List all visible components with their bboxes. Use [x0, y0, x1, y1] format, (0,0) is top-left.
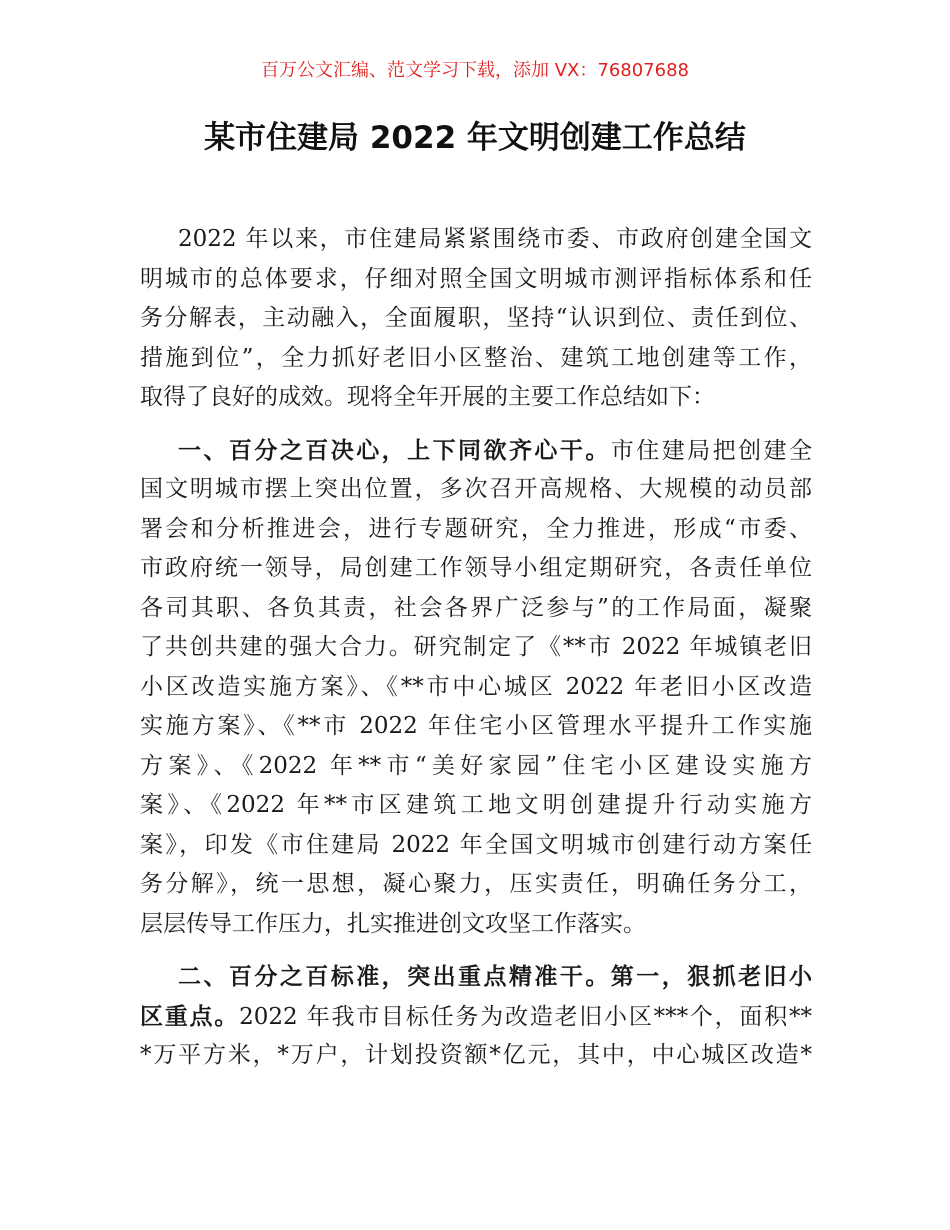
bold-heading-text: 区重点。: [140, 1002, 240, 1030]
text-line: [140, 431, 812, 471]
body-text: 署会和分析推进会，进行专题研究，全力推进，形成“市委、: [140, 515, 812, 542]
body-text: 2022 年以来，市住建局紧紧围绕市委、市政府创建全国文: [178, 226, 812, 252]
text-line: [140, 378, 812, 418]
bold-heading-text: 一、百分之百决心，上下同欲齐心干。: [178, 436, 611, 464]
body-text: 了共创共建的强大合力。研究制定了《**市 2022 年城镇老旧: [140, 634, 812, 660]
paragraph: [140, 957, 812, 1076]
text-line: [140, 510, 812, 550]
text-line: [140, 220, 812, 260]
text-line: [140, 299, 812, 339]
paragraph: [140, 220, 812, 418]
body-text: 实施方案》、《**市 2022 年住宅小区管理水平提升工作实施: [140, 713, 812, 739]
body-text: 取得了良好的成效。现将全年开展的主要工作总结如下：: [140, 384, 715, 410]
body-text: 各司其职、各负其责，社会各界广泛参与”的工作局面，凝聚: [140, 594, 812, 621]
body-text: 市政府统一领导，局创建工作领导小组定期研究，各责任单位: [140, 555, 812, 581]
text-line: [140, 549, 812, 589]
document-title: 某市住建局 2022 年文明创建工作总结: [204, 120, 746, 156]
body-text: 务分解表，主动融入，全面履职，坚持“认识到位、责任到位、: [140, 305, 812, 331]
text-line: [140, 1036, 812, 1076]
body-text: 案》，印发《市住建局 2022 年全国文明城市创建行动方案任: [140, 831, 812, 858]
text-line: [140, 786, 812, 826]
body-text: 措施到位”，全力抓好老旧小区整治、建筑工地创建等工作，: [140, 344, 812, 371]
paragraph: [140, 431, 812, 945]
text-line: [140, 628, 812, 668]
text-line: [140, 260, 812, 300]
body-text: 案》、《2022 年**市区建筑工地文明创建提升行动实施方: [140, 792, 812, 818]
text-line: [140, 826, 812, 866]
document-body: [140, 220, 812, 1089]
body-text: 务分解》，统一思想，凝心聚力，压实责任，明确任务分工，: [140, 871, 812, 897]
text-line: [140, 470, 812, 510]
text-line: [140, 905, 812, 945]
body-text: 明城市的总体要求，仔细对照全国文明城市测评指标体系和任: [140, 265, 812, 292]
text-line: [140, 957, 812, 997]
watermark-banner: 百万公文汇编、范文学习下载，添加 VX：76807688: [261, 60, 689, 81]
body-text: 层层传导工作压力，扎实推进创文攻坚工作落实。: [140, 910, 646, 937]
body-text: 2022 年我市目标任务为改造老旧小区***个，面积**: [239, 1003, 812, 1030]
text-line: [140, 707, 812, 747]
text-line: [140, 865, 812, 905]
body-text: 国文明城市摆上突出位置，多次召开高规格、大规模的动员部: [140, 476, 812, 502]
body-text: 市住建局把创建全: [610, 437, 813, 464]
text-line: [140, 589, 812, 629]
text-line: [140, 668, 812, 708]
body-text: 方案》、《2022 年**市“美好家园”住宅小区建设实施方: [140, 752, 812, 779]
bold-heading-text: 二、百分之百标准，突出重点精准干。第一，狠抓老旧小: [178, 963, 812, 990]
text-line: [140, 339, 812, 379]
text-line: [140, 747, 812, 787]
body-text: 小区改造实施方案》、《**市中心城区 2022 年老旧小区改造: [140, 673, 812, 700]
text-line: [140, 997, 812, 1037]
body-text: *万平方米，*万户，计划投资额*亿元，其中，中心城区改造*: [140, 1042, 812, 1068]
